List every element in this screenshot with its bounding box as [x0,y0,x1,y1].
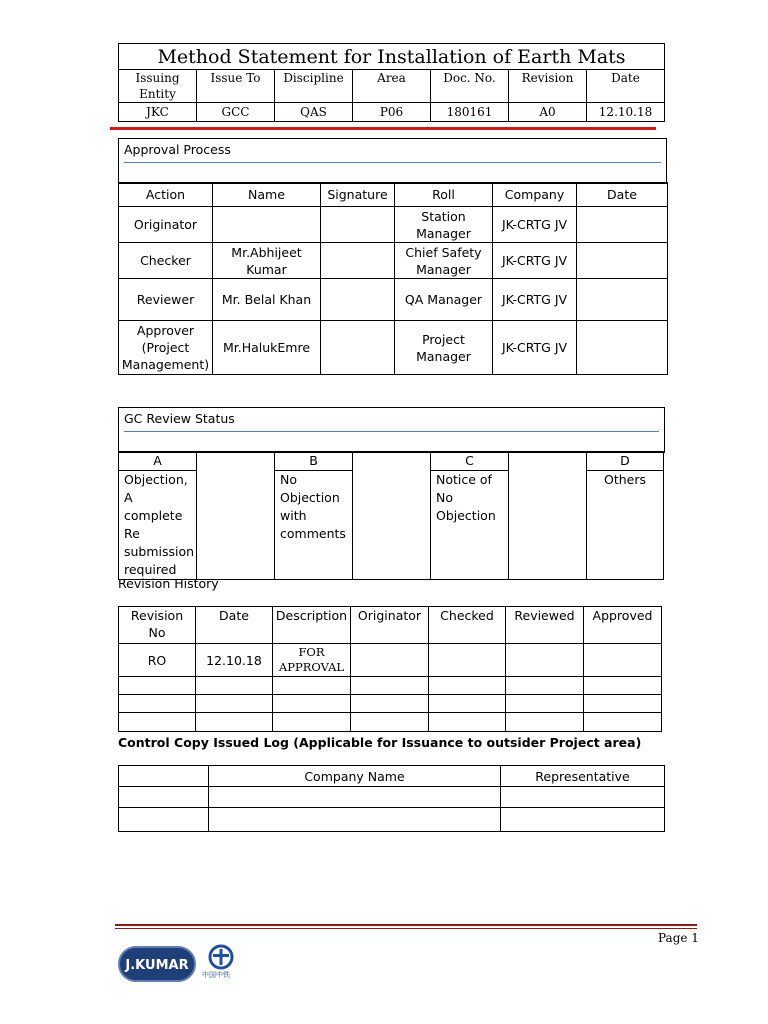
approval-table [118,182,668,375]
approval-heading: Approval Process [124,142,231,157]
header-col-date: Date [587,70,665,103]
approval-company-cell: JK-CRTG JV [493,321,577,375]
approval-date-cell [577,243,668,279]
rev-col-reviewed: Reviewed [506,607,584,644]
header-val-issuing-entity: JKC [119,103,197,122]
gc-code-b-mark [353,452,431,580]
approval-name-cell: Mr.Abhijeet Kumar [213,243,321,279]
approval-roll-cell: Station Manager [395,207,493,243]
gc-code-b: B [275,452,353,471]
control-copy-heading: Control Copy Issued Log (Applicable for Issuance to outsider Project area) [118,735,642,750]
gc-desc-d: Others [587,471,664,580]
table-row [119,677,662,695]
gc-review-heading-underline [124,431,659,432]
page-number: Page 1 [658,931,699,945]
revision-history-table [118,606,662,732]
header-val-area: P06 [353,103,431,122]
approval-signature-cell [321,207,395,243]
approval-col-company: Company [493,183,577,207]
approval-section-header [118,138,667,184]
approval-col-roll: Roll [395,183,493,207]
approval-roll-cell: Project Manager [395,321,493,375]
header-col-issuing-entity: Issuing Entity [119,70,197,103]
gc-code-c: C [431,452,509,471]
gc-code-d: D [587,452,664,471]
rev-description-cell: FOR APPROVAL [273,644,351,677]
table-row [119,713,662,732]
ctrl-col-blank [119,766,209,787]
gc-review-heading: GC Review Status [124,411,235,426]
gc-code-c-mark [509,452,587,580]
approval-col-signature: Signature [321,183,395,207]
crcc-logo-caption: 中国中铁 [202,971,230,979]
revision-history-heading: Revision History [118,576,219,591]
gc-desc-b: No Objection with comments [275,471,353,580]
approval-roll-cell: QA Manager [395,279,493,321]
header-col-area: Area [353,70,431,103]
gc-desc-a: Objection, A complete Re submission required [119,471,197,580]
approval-col-name: Name [213,183,321,207]
table-row [119,279,668,321]
rev-col-originator: Originator [351,607,429,644]
header-col-discipline: Discipline [275,70,353,103]
gc-code-a: A [119,452,197,471]
approval-signature-cell [321,321,395,375]
table-row [119,808,665,832]
approval-col-action: Action [119,183,213,207]
jkumar-logo: J.KUMAR [118,946,196,982]
header-val-date: 12.10.18 [587,103,665,122]
header-col-doc-no: Doc. No. [431,70,509,103]
table-row [119,321,668,375]
ctrl-col-company-name: Company Name [209,766,501,787]
rev-originator-cell [351,644,429,677]
gc-review-section-header [118,407,665,453]
rev-col-date: Date [196,607,273,644]
header-val-doc-no: 180161 [431,103,509,122]
gc-review-table [118,451,664,580]
footer-divider-thin [115,928,697,929]
approval-date-cell [577,321,668,375]
approval-date-cell [577,279,668,321]
approval-company-cell: JK-CRTG JV [493,243,577,279]
rev-reviewed-cell [506,644,584,677]
table-row [119,644,662,677]
gc-code-a-mark [197,452,275,580]
approval-company-cell: JK-CRTG JV [493,207,577,243]
approval-action-cell: Checker [119,243,213,279]
rev-col-approved: Approved [584,607,662,644]
rev-date-cell: 12.10.18 [196,644,273,677]
header-val-discipline: QAS [275,103,353,122]
rev-col-description: Description [273,607,351,644]
approval-name-cell: Mr.HalukEmre [213,321,321,375]
table-row [119,207,668,243]
approval-col-date: Date [577,183,668,207]
document-header-table [118,43,665,122]
gc-desc-c: Notice of No Objection [431,471,509,580]
approval-name-cell: Mr. Belal Khan [213,279,321,321]
approval-signature-cell [321,243,395,279]
approval-date-cell [577,207,668,243]
approval-action-cell: Originator [119,207,213,243]
approval-roll-cell: Chief Safety Manager [395,243,493,279]
table-row [119,243,668,279]
rev-revision-cell: RO [119,644,196,677]
header-col-issue-to: Issue To [197,70,275,103]
approval-action-cell: Reviewer [119,279,213,321]
table-row [119,695,662,713]
footer-divider-thick [115,924,697,926]
rev-approved-cell [584,644,662,677]
rev-col-revision-no: Revision No [119,607,196,644]
rev-checked-cell [429,644,506,677]
control-copy-table [118,765,665,832]
header-val-revision: A0 [509,103,587,122]
header-col-revision: Revision [509,70,587,103]
header-val-issue-to: GCC [197,103,275,122]
document-title: Method Statement for Installation of Earth Mats [119,44,665,70]
table-row [119,787,665,808]
approval-name-cell [213,207,321,243]
header-divider [110,127,656,130]
approval-signature-cell [321,279,395,321]
ctrl-col-representative: Representative [501,766,665,787]
approval-action-cell: Approver (Project Management) [119,321,213,375]
approval-company-cell: JK-CRTG JV [493,279,577,321]
rev-col-checked: Checked [429,607,506,644]
approval-heading-underline [124,162,661,163]
